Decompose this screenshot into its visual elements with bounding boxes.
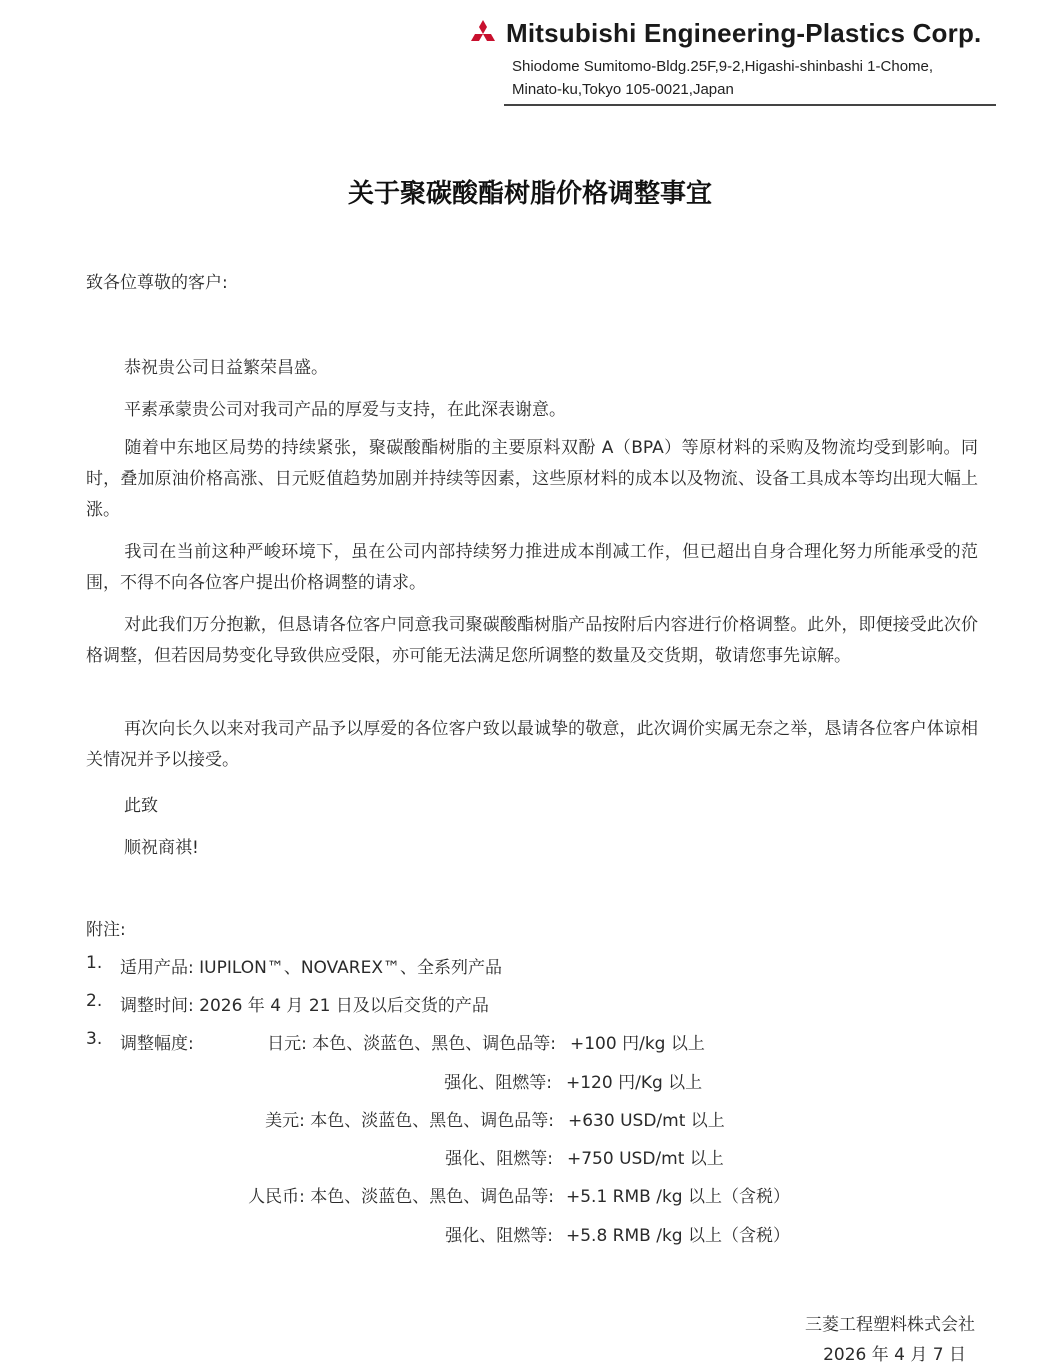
notes-heading: 附注: [86, 920, 126, 940]
note-3-number: 3. [86, 1029, 103, 1049]
paragraph-reason: 随着中东地区局势的持续紧张，聚碳酸酯树脂的主要原料双酚 A（BPA）等原材料的采购及物流均受到影响。同时，叠加原油价格高涨、日元贬值趋势加剧并持续等因素，这些原材料的成本以及物流、设备工具成本等均出现大幅上涨。 [86, 438, 978, 520]
price-usd-reinforced-value: +750 USD/mt 以上 [567, 1149, 724, 1169]
paragraph-thanks: 平素承蒙贵公司对我司产品的厚爱与支持，在此深表谢意。 [124, 400, 566, 420]
signature-date: 2026 年 4 月 7 日 [823, 1345, 966, 1365]
note-2-effective-date: 调整时间: 2026 年 4 月 21 日及以后交货的产品 [120, 996, 489, 1016]
salutation: 致各位尊敬的客户: [86, 273, 228, 293]
address-line-1: Shiodome Sumitomo-Bldg.25F,9-2,Higashi-shinbashi 1-Chome, [512, 58, 934, 75]
three-diamonds-logo-icon [468, 19, 498, 49]
paragraph-closing: 再次向长久以来对我司产品予以厚爱的各位客户致以最诚挚的敬意，此次调价实属无奈之举，恳请各位客户体谅相关情况并予以接受。 [86, 719, 978, 770]
letterhead-divider [504, 104, 996, 106]
closing-regards: 顺祝商祺! [124, 838, 199, 858]
price-rmb-reinforced-value: +5.8 RMB /kg 以上（含税） [566, 1226, 790, 1246]
document-title: 关于聚碳酸酯树脂价格调整事宜 [347, 179, 712, 209]
paragraph-greeting: 恭祝贵公司日益繁荣昌盛。 [124, 358, 328, 378]
closing-cizhi: 此致 [124, 796, 158, 816]
price-rmb-label: 人民币: 本色、淡蓝色、黑色、调色品等: [248, 1187, 554, 1207]
address-line-2: Minato-ku,Tokyo 105-0021,Japan [512, 81, 734, 98]
note-1-number: 1. [86, 953, 103, 973]
signature-company: 三菱工程塑料株式会社 [805, 1315, 975, 1335]
price-rmb-reinforced-label: 强化、阻燃等: [445, 1226, 553, 1246]
paragraph-apology: 对此我们万分抱歉，但恳请各位客户同意我司聚碳酸酯树脂产品按附后内容进行价格调整。此外，即便接受此次价格调整，但若因局势变化导致供应受限，亦可能无法满足您所调整的数量及交货期，敬请您事先谅解。 [86, 615, 978, 666]
price-jpy-reinforced-label: 强化、阻燃等: [444, 1073, 552, 1093]
price-usd-reinforced-label: 强化、阻燃等: [445, 1149, 553, 1169]
price-jpy-label: 日元: 本色、淡蓝色、黑色、调色品等: [267, 1034, 556, 1054]
company-address [512, 55, 998, 101]
note-2-number: 2. [86, 991, 103, 1011]
price-jpy-value: +100 円/kg 以上 [570, 1034, 705, 1054]
price-rmb-value: +5.1 RMB /kg 以上（含税） [566, 1187, 790, 1207]
paragraph-request: 我司在当前这种严峻环境下，虽在公司内部持续努力推进成本削减工作，但已超出自身合理化努力所能承受的范围，不得不向各位客户提出价格调整的请求。 [86, 542, 978, 593]
note-3-label: 调整幅度: [120, 1034, 194, 1054]
price-usd-value: +630 USD/mt 以上 [568, 1111, 725, 1131]
company-name: Mitsubishi Engineering-Plastics Corp. [506, 18, 982, 48]
price-jpy-reinforced-value: +120 円/Kg 以上 [566, 1073, 703, 1093]
note-1-products: 适用产品: IUPILON™、NOVAREX™、全系列产品 [120, 958, 502, 978]
price-usd-label: 美元: 本色、淡蓝色、黑色、调色品等: [265, 1111, 554, 1131]
letterhead [468, 18, 998, 101]
